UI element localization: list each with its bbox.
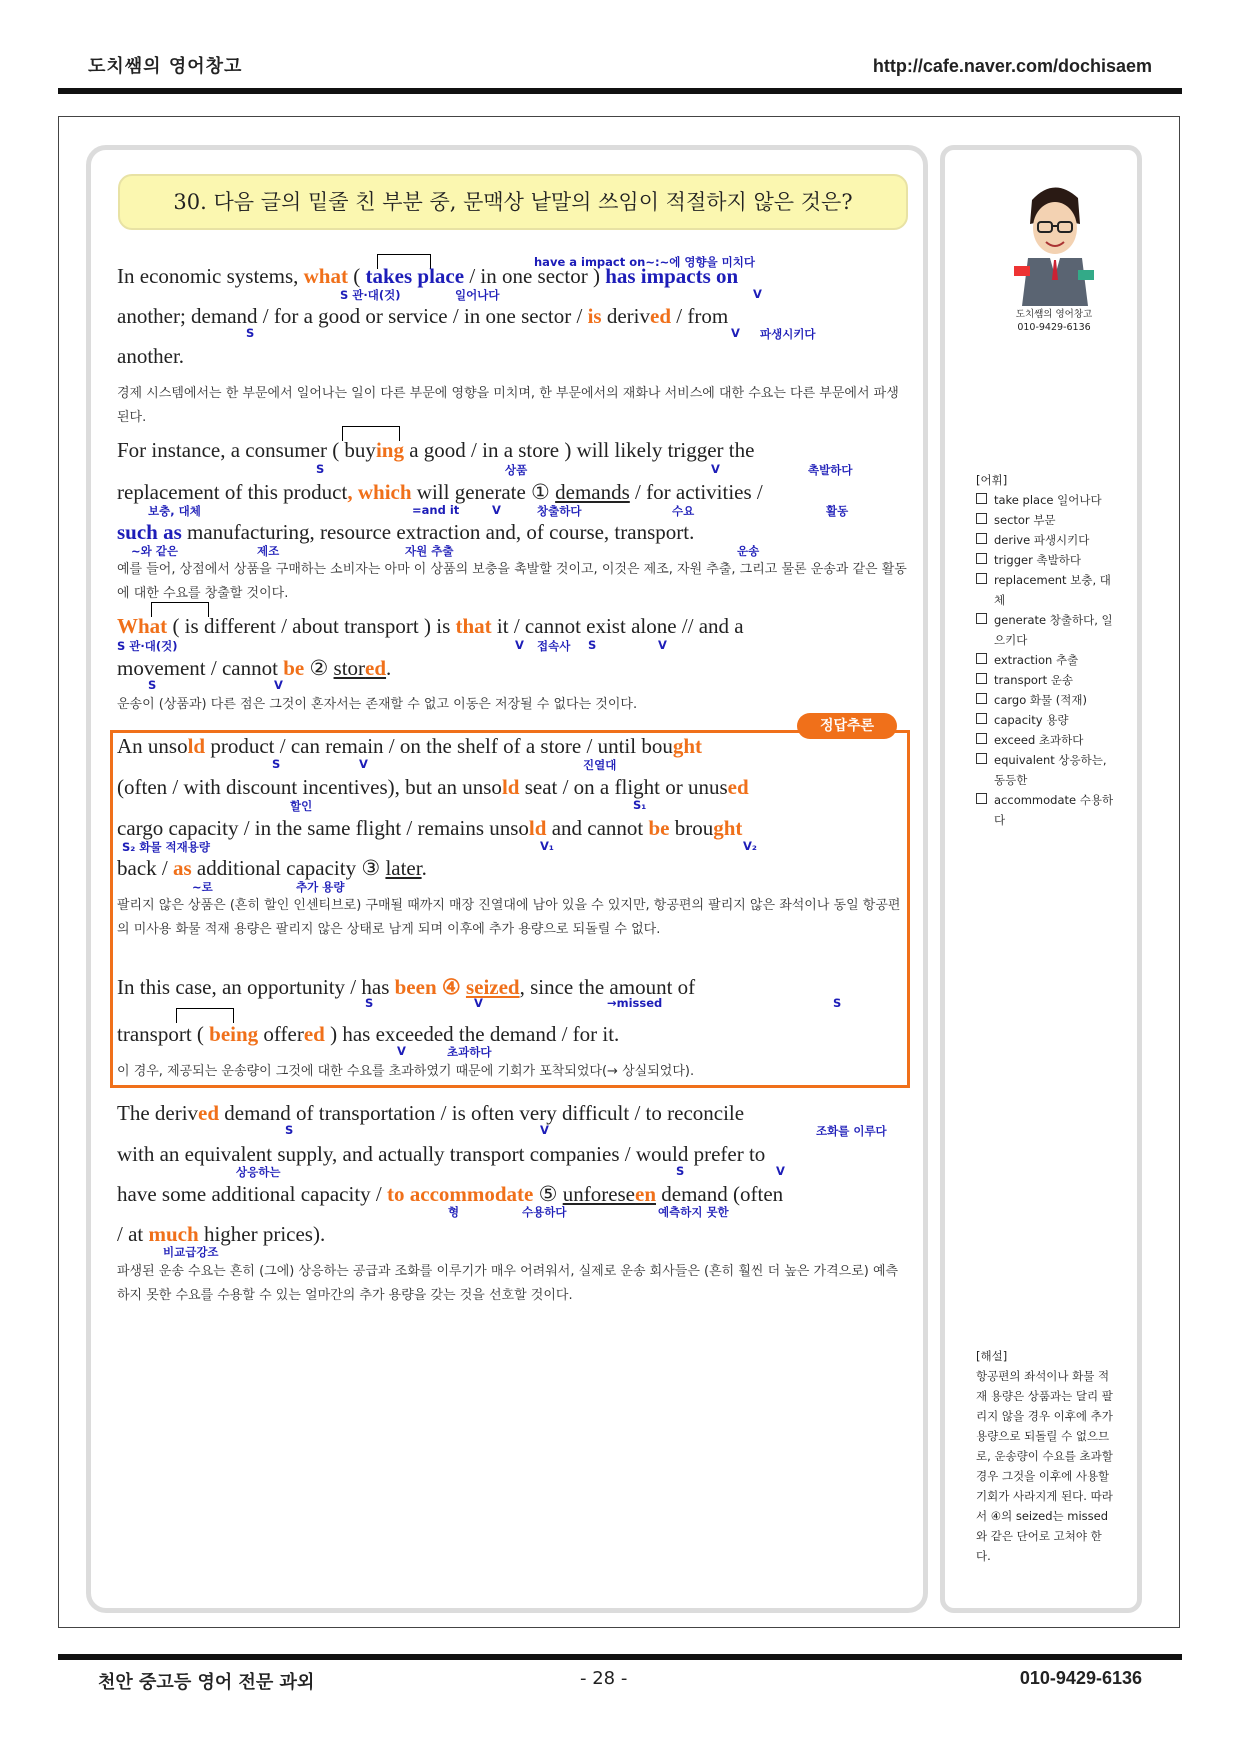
annotation: V — [492, 503, 501, 517]
vocab-list — [976, 470, 1116, 830]
footer-divider — [58, 1654, 1182, 1660]
passage-line: (often / with discount incentives), but an unsold seat / on a flight or unused — [117, 775, 749, 799]
annotation: 수용하다 — [522, 1205, 567, 1219]
passage-line: another; demand / for a good or service / in one sector / is derived / from — [117, 304, 729, 328]
vocab-item: extraction 추출 — [976, 650, 1116, 670]
annotation: V — [359, 757, 368, 771]
annotation: S — [588, 638, 597, 652]
annotation: V₂ — [743, 839, 757, 853]
annotation: S₁ — [633, 798, 647, 812]
explanation-title: [해설] — [976, 1349, 1008, 1363]
question-title: 30. 다음 글의 밑줄 친 부분 중, 문맥상 낱말의 쓰임이 적절하지 않은 것은? — [118, 174, 908, 230]
vocab-item: accommodate 수용하다 — [976, 790, 1116, 830]
annotation: 형 — [448, 1205, 460, 1219]
vocab-item: sector 부문 — [976, 510, 1116, 530]
passage-line: What ( is different / about transport ) is that it / cannot exist alone // and a — [117, 614, 744, 638]
annotation: 상품 — [505, 463, 528, 477]
translation: 예를 들어, 상점에서 상품을 구매하는 소비자는 아마 이 상품의 보충을 촉발할 것이고, 이것은 제조, 자원 추출, 그리고 물론 운송과 같은 활동에 대한 수요를 창출할 것이다. — [117, 562, 907, 601]
passage-line: / at much higher prices). — [117, 1222, 326, 1246]
vocab-item: generate 창출하다, 일으키다 — [976, 610, 1116, 650]
explanation — [976, 1346, 1116, 1566]
translation: 경제 시스템에서는 한 부문에서 일어나는 일이 다른 부문에 영향을 미치며, 한 부문에서의 재화나 서비스에 대한 수요는 다른 부문에서 파생된다. — [117, 386, 899, 425]
annotation: S₂ 화물 적재용량 — [122, 840, 210, 854]
bracket-arrow — [176, 1008, 234, 1023]
passage-line: replacement of this product, which will generate ① demands / for activities / — [117, 480, 763, 504]
vocab-item: capacity 용량 — [976, 710, 1116, 730]
annotation: V — [274, 678, 283, 692]
translation: 팔리지 않은 상품은 (흔히 할인 인센티브로) 구매될 때까지 매장 진열대에 남아 있을 수 있지만, 항공편의 팔리지 않은 좌석이나 동일 항공편의 미사용 화물 적재 용량은 팔리지 않은 상태로 남게 되며 이후에 추가 용량으로 되돌릴 수 없다. — [117, 898, 901, 937]
passage-line: with an equivalent supply, and actually transport companies / would prefer to — [117, 1142, 766, 1166]
annotation: 자원 추출 — [405, 544, 454, 558]
passage-line: have some additional capacity / to accommodate ⑤ unforeseen demand (often — [117, 1182, 784, 1206]
annotation: 활동 — [826, 504, 849, 518]
passage-line: movement / cannot be ② stored. — [117, 656, 392, 680]
footer-left: 천안 중고등 영어 전문 과외 — [98, 1672, 315, 1693]
annotation: 수요 — [672, 504, 695, 518]
annotation: 창출하다 — [537, 504, 582, 518]
annotation: 예측하지 못한 — [658, 1205, 729, 1219]
passage-line: An unsold product / can remain / on the shelf of a store / until bought — [117, 734, 703, 758]
annotation: 보충, 대체 — [148, 504, 201, 518]
annotation: V — [658, 638, 667, 652]
vocab-item: exceed 초과하다 — [976, 730, 1116, 750]
annotation: 조화를 이루다 — [816, 1124, 887, 1138]
annotation: 접속사 — [537, 639, 571, 653]
annotation: V₁ — [540, 839, 554, 853]
annotation: S — [365, 996, 374, 1010]
header-title: 도치쌤의 영어창고 — [88, 56, 243, 77]
passage-line: such as manufacturing, resource extraction and, of course, transport. — [117, 520, 695, 544]
vocab-item: replacement 보충, 대체 — [976, 570, 1116, 610]
passage-line: The derived demand of transportation / is often very difficult / to reconcile — [117, 1101, 745, 1125]
translation: 파생된 운송 수요는 흔히 (그에) 상응하는 공급과 조화를 이루기가 매우 어려워서, 실제로 운송 회사들은 (흔히 훨씬 더 높은 가격으로) 예측하지 못한 수요를 수용할 수 있는 얼마간의 추가 용량을 갖는 것을 선호할 것이다. — [117, 1264, 899, 1303]
header-divider — [58, 88, 1182, 94]
annotation: S — [148, 678, 157, 692]
annotation: =and it — [412, 503, 460, 517]
page-number: - 28 - — [580, 1668, 628, 1689]
passage-line: For instance, a consumer ( buying a good / in a store ) will likely trigger the — [117, 438, 755, 462]
vocab-item: transport 운송 — [976, 670, 1116, 690]
annotation: S — [316, 462, 325, 476]
annotation: have a impact on~:~에 영향을 미치다 — [534, 255, 755, 269]
annotation: V — [515, 638, 524, 652]
teacher-avatar-icon — [1012, 180, 1096, 308]
annotation: 제조 — [257, 544, 280, 558]
footer-phone: 010-9429-6136 — [1019, 1668, 1142, 1688]
explanation-text: 항공편의 좌석이나 화물 적재 용량은 상품과는 달리 팔리지 않을 경우 이후에 추가 용량으로 되돌릴 수 없으므로, 운송량이 수요를 초과할 경우 그것을 이후에 사용할 기회가 사라지게 된다. 따라서 ④의 seized는 missed와 같은 단어로 고쳐야 한다. — [976, 1369, 1113, 1563]
annotation: V — [474, 996, 483, 1010]
annotation: ~로 — [192, 880, 213, 894]
annotation: V — [776, 1164, 785, 1178]
annotation: 초과하다 — [447, 1045, 492, 1059]
annotation: 파생시키다 — [760, 327, 816, 341]
vocab-item: equivalent 상응하는, 동등한 — [976, 750, 1116, 790]
annotation: 할인 — [290, 799, 313, 813]
vocab-item: take place 일어나다 — [976, 490, 1116, 510]
teacher-name: 도치쌤의 영어창고 010-9429-6136 — [1015, 309, 1093, 333]
translation: 운송이 (상품과) 다른 점은 그것이 혼자서는 존재할 수 없고 이동은 저장될 수 없다는 것이다. — [117, 697, 638, 712]
annotation: V — [540, 1123, 549, 1137]
annotation: S — [272, 757, 281, 771]
passage-line: transport ( being offered ) has exceeded the demand / for it. — [117, 1022, 620, 1046]
passage-line: In this case, an opportunity / has been ④ seized, since the amount of — [117, 975, 696, 999]
vocab-item: trigger 촉발하다 — [976, 550, 1116, 570]
vocab-item: derive 파생시키다 — [976, 530, 1116, 550]
annotation: S 관·대(것) — [117, 639, 178, 653]
vocab-title: [어휘] — [976, 473, 1008, 487]
annotation: 일어나다 — [455, 288, 500, 302]
annotation: V — [711, 462, 720, 476]
annotation: S 관·대(것) — [340, 288, 401, 302]
passage-line: back / as additional capacity ③ later. — [117, 856, 427, 880]
annotation: 비교급강조 — [163, 1245, 219, 1259]
answer-tag: 정답추론 — [797, 713, 897, 739]
annotation: ~와 같은 — [131, 544, 178, 558]
annotation: 촉발하다 — [808, 463, 853, 477]
annotation: 상응하는 — [236, 1165, 281, 1179]
passage-line: cargo capacity / in the same flight / remains unsold and cannot be brought — [117, 816, 743, 840]
header-url[interactable]: http://cafe.naver.com/dochisaem — [872, 56, 1152, 76]
annotation: V — [753, 287, 762, 301]
annotation: S — [833, 996, 842, 1010]
annotation: 운송 — [737, 544, 760, 558]
passage-line: In economic systems, what ( takes place / in one sector ) has impacts on — [117, 264, 739, 288]
translation: 이 경우, 제공되는 운송량이 그것에 대한 수요를 초과하였기 때문에 기회가 포착되었다(→ 상실되었다). — [117, 1064, 695, 1079]
passage-line: another. — [117, 344, 185, 368]
annotation: 진열대 — [583, 758, 617, 772]
annotation: S — [285, 1123, 294, 1137]
annotation: S — [246, 326, 255, 340]
annotation: 추가 용량 — [296, 880, 345, 894]
annotation: S — [676, 1164, 685, 1178]
annotation: V — [731, 326, 740, 340]
vocab-item: cargo 화물 (적재) — [976, 690, 1116, 710]
annotation: →missed — [607, 996, 663, 1010]
annotation: V — [397, 1044, 406, 1058]
